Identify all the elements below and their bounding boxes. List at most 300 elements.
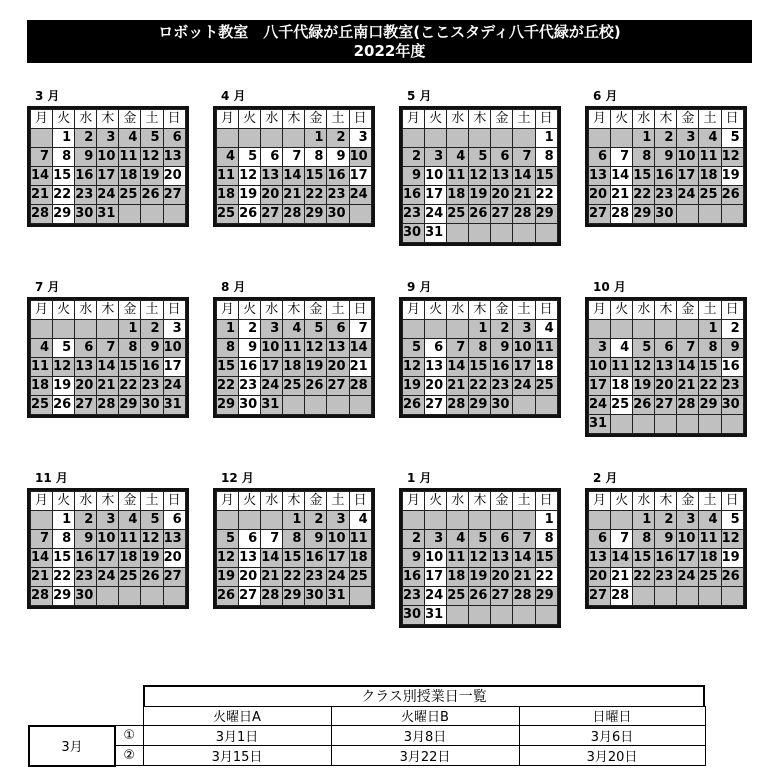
weekday-header: 月 xyxy=(589,492,611,511)
month-label: 7 月 xyxy=(35,280,60,294)
day-cell: 22 xyxy=(53,186,75,205)
day-cell: 6 xyxy=(655,339,677,358)
weekday-header: 金 xyxy=(677,301,699,320)
day-cell xyxy=(677,320,699,339)
day-cell: 2 xyxy=(305,511,327,530)
day-cell: 29 xyxy=(53,587,75,606)
day-cell: 15 xyxy=(217,358,239,377)
day-cell: 10 xyxy=(677,148,699,167)
weekday-header: 日 xyxy=(535,110,557,129)
day-cell: 1 xyxy=(119,320,141,339)
day-cell: 28 xyxy=(283,205,305,224)
day-cell: 3 xyxy=(677,129,699,148)
day-cell: 28 xyxy=(513,587,535,606)
weekday-header: 金 xyxy=(491,492,513,511)
day-cell: 26 xyxy=(239,205,261,224)
day-cell: 29 xyxy=(633,205,655,224)
day-cell: 8 xyxy=(217,339,239,358)
weekday-header: 日 xyxy=(535,301,557,320)
day-cell: 4 xyxy=(217,148,239,167)
day-cell: 27 xyxy=(163,568,185,587)
day-cell: 26 xyxy=(633,396,655,415)
day-cell xyxy=(633,415,655,434)
weekday-header: 木 xyxy=(655,492,677,511)
day-cell: 16 xyxy=(75,167,97,186)
weekday-header: 火 xyxy=(239,492,261,511)
day-cell: 13 xyxy=(589,167,611,186)
weekday-header: 月 xyxy=(403,301,425,320)
class-cell: 3月1日 xyxy=(143,726,331,746)
day-cell: 20 xyxy=(261,186,283,205)
day-cell: 17 xyxy=(97,167,119,186)
day-cell xyxy=(633,587,655,606)
day-cell: 25 xyxy=(217,205,239,224)
weekday-header: 木 xyxy=(469,492,491,511)
day-cell: 16 xyxy=(721,358,743,377)
day-cell: 30 xyxy=(403,224,425,243)
day-cell: 25 xyxy=(447,587,469,606)
day-cell: 30 xyxy=(75,587,97,606)
weekday-header: 金 xyxy=(305,492,327,511)
day-cell: 14 xyxy=(31,167,53,186)
day-cell: 7 xyxy=(611,530,633,549)
day-cell xyxy=(589,511,611,530)
day-cell: 8 xyxy=(535,148,557,167)
day-cell: 22 xyxy=(535,186,557,205)
day-cell: 5 xyxy=(53,339,75,358)
class-header-tue-a: 火曜日A xyxy=(143,706,331,726)
weekday-header: 土 xyxy=(513,110,535,129)
day-cell: 30 xyxy=(403,606,425,625)
day-cell: 26 xyxy=(721,186,743,205)
day-cell: 29 xyxy=(217,396,239,415)
class-table-caption: クラス別授業日一覧 xyxy=(143,685,705,707)
class-header-sun: 日曜日 xyxy=(519,706,705,726)
day-cell: 11 xyxy=(31,358,53,377)
day-cell: 17 xyxy=(677,549,699,568)
day-cell: 11 xyxy=(119,148,141,167)
day-cell: 17 xyxy=(97,549,119,568)
day-cell: 19 xyxy=(721,549,743,568)
day-cell: 23 xyxy=(141,377,163,396)
weekday-header: 日 xyxy=(163,492,185,511)
day-cell: 15 xyxy=(53,549,75,568)
day-cell: 21 xyxy=(283,186,305,205)
day-cell: 13 xyxy=(327,339,349,358)
day-cell xyxy=(261,511,283,530)
weekday-header: 火 xyxy=(239,110,261,129)
day-cell: 16 xyxy=(75,549,97,568)
day-cell: 3 xyxy=(425,530,447,549)
day-cell: 28 xyxy=(513,205,535,224)
day-cell: 21 xyxy=(97,377,119,396)
day-cell xyxy=(283,396,305,415)
day-cell: 12 xyxy=(721,530,743,549)
day-cell: 9 xyxy=(655,148,677,167)
day-cell: 14 xyxy=(513,549,535,568)
day-cell: 6 xyxy=(589,530,611,549)
day-cell: 27 xyxy=(75,396,97,415)
day-cell: 24 xyxy=(677,568,699,587)
day-cell: 30 xyxy=(141,396,163,415)
weekday-header: 土 xyxy=(699,492,721,511)
day-cell: 7 xyxy=(31,530,53,549)
day-cell: 13 xyxy=(491,167,513,186)
day-cell: 31 xyxy=(425,606,447,625)
day-cell xyxy=(589,129,611,148)
day-cell: 12 xyxy=(141,148,163,167)
day-cell: 7 xyxy=(513,530,535,549)
weekday-header: 土 xyxy=(141,492,163,511)
day-cell: 16 xyxy=(239,358,261,377)
day-cell: 6 xyxy=(491,530,513,549)
day-cell xyxy=(699,205,721,224)
day-cell xyxy=(349,587,371,606)
day-cell xyxy=(217,129,239,148)
day-cell: 19 xyxy=(141,549,163,568)
day-cell: 31 xyxy=(97,205,119,224)
day-cell xyxy=(261,129,283,148)
day-cell: 25 xyxy=(349,568,371,587)
day-cell xyxy=(447,511,469,530)
day-cell xyxy=(469,129,491,148)
weekday-header: 土 xyxy=(513,301,535,320)
day-cell: 5 xyxy=(141,511,163,530)
day-cell: 16 xyxy=(655,549,677,568)
day-cell: 28 xyxy=(31,205,53,224)
day-cell: 26 xyxy=(53,396,75,415)
weekday-header: 水 xyxy=(447,492,469,511)
day-cell: 24 xyxy=(349,186,371,205)
day-cell: 7 xyxy=(31,148,53,167)
day-cell: 1 xyxy=(53,129,75,148)
day-cell: 31 xyxy=(163,396,185,415)
day-cell: 19 xyxy=(469,186,491,205)
day-cell: 11 xyxy=(447,167,469,186)
day-cell xyxy=(611,511,633,530)
day-cell: 5 xyxy=(239,148,261,167)
day-cell: 10 xyxy=(97,530,119,549)
day-cell: 18 xyxy=(283,358,305,377)
day-cell: 1 xyxy=(535,129,557,148)
weekday-header: 日 xyxy=(721,301,743,320)
day-cell: 29 xyxy=(305,205,327,224)
day-cell: 23 xyxy=(239,377,261,396)
day-cell: 5 xyxy=(217,530,239,549)
day-cell: 2 xyxy=(721,320,743,339)
day-cell: 17 xyxy=(163,358,185,377)
day-cell: 26 xyxy=(469,205,491,224)
weekday-header: 火 xyxy=(53,492,75,511)
day-cell: 16 xyxy=(655,167,677,186)
day-cell xyxy=(513,129,535,148)
day-cell: 25 xyxy=(447,205,469,224)
weekday-header: 水 xyxy=(261,492,283,511)
day-cell: 4 xyxy=(119,511,141,530)
weekday-header: 火 xyxy=(53,301,75,320)
weekday-header: 月 xyxy=(31,301,53,320)
day-cell: 15 xyxy=(469,358,491,377)
day-cell: 6 xyxy=(261,148,283,167)
day-cell xyxy=(611,320,633,339)
month-label: 9 月 xyxy=(407,280,432,294)
day-cell: 31 xyxy=(327,587,349,606)
day-cell: 12 xyxy=(305,339,327,358)
day-cell: 26 xyxy=(721,568,743,587)
weekday-header: 水 xyxy=(633,301,655,320)
day-cell xyxy=(141,205,163,224)
day-cell: 1 xyxy=(305,129,327,148)
day-cell: 20 xyxy=(655,377,677,396)
day-cell: 22 xyxy=(633,568,655,587)
day-cell: 23 xyxy=(655,568,677,587)
day-cell: 15 xyxy=(535,549,557,568)
day-cell xyxy=(699,587,721,606)
day-cell xyxy=(31,320,53,339)
day-cell: 18 xyxy=(699,549,721,568)
day-cell: 25 xyxy=(699,186,721,205)
day-cell: 29 xyxy=(535,587,557,606)
day-cell: 15 xyxy=(283,549,305,568)
day-cell xyxy=(447,606,469,625)
day-cell: 11 xyxy=(283,339,305,358)
weekday-header: 土 xyxy=(327,301,349,320)
day-cell: 18 xyxy=(699,167,721,186)
day-cell: 4 xyxy=(349,511,371,530)
day-cell: 6 xyxy=(425,339,447,358)
day-cell: 31 xyxy=(425,224,447,243)
day-cell: 17 xyxy=(425,568,447,587)
day-cell: 20 xyxy=(491,186,513,205)
day-cell xyxy=(535,606,557,625)
day-cell xyxy=(469,606,491,625)
day-cell: 24 xyxy=(261,377,283,396)
weekday-header: 月 xyxy=(403,110,425,129)
day-cell: 6 xyxy=(491,148,513,167)
day-cell: 10 xyxy=(513,339,535,358)
day-cell: 4 xyxy=(119,129,141,148)
day-cell: 1 xyxy=(469,320,491,339)
day-cell: 20 xyxy=(491,568,513,587)
day-cell: 20 xyxy=(239,568,261,587)
day-cell: 24 xyxy=(327,568,349,587)
day-cell: 24 xyxy=(677,186,699,205)
class-cell: 3月20日 xyxy=(519,746,705,766)
day-cell xyxy=(425,320,447,339)
day-cell: 13 xyxy=(261,167,283,186)
day-cell: 27 xyxy=(589,587,611,606)
day-cell: 27 xyxy=(589,205,611,224)
day-cell: 30 xyxy=(655,205,677,224)
day-cell: 2 xyxy=(655,129,677,148)
day-cell: 24 xyxy=(425,587,447,606)
day-cell: 29 xyxy=(699,396,721,415)
day-cell: 2 xyxy=(75,129,97,148)
day-cell: 18 xyxy=(31,377,53,396)
day-cell: 13 xyxy=(655,358,677,377)
day-cell: 1 xyxy=(53,511,75,530)
day-cell xyxy=(721,205,743,224)
day-cell xyxy=(119,587,141,606)
day-cell: 4 xyxy=(699,511,721,530)
month-label: 12 月 xyxy=(221,471,254,485)
class-cell: 3月6日 xyxy=(519,726,705,746)
weekday-header: 水 xyxy=(75,110,97,129)
day-cell: 16 xyxy=(141,358,163,377)
day-cell: 28 xyxy=(31,587,53,606)
day-cell: 11 xyxy=(447,549,469,568)
day-cell xyxy=(31,129,53,148)
day-cell: 11 xyxy=(611,358,633,377)
day-cell: 12 xyxy=(469,167,491,186)
weekday-header: 日 xyxy=(721,492,743,511)
day-cell: 1 xyxy=(633,129,655,148)
day-cell: 9 xyxy=(403,167,425,186)
day-cell xyxy=(403,129,425,148)
day-cell: 14 xyxy=(611,549,633,568)
day-cell: 8 xyxy=(305,148,327,167)
month-label: 6 月 xyxy=(593,89,618,103)
day-cell: 8 xyxy=(469,339,491,358)
day-cell: 17 xyxy=(589,377,611,396)
title-line2: 2022年度 xyxy=(353,42,426,60)
day-cell xyxy=(163,587,185,606)
day-cell: 6 xyxy=(327,320,349,339)
day-cell: 27 xyxy=(491,587,513,606)
day-cell: 7 xyxy=(611,148,633,167)
day-cell: 9 xyxy=(403,549,425,568)
day-cell: 15 xyxy=(119,358,141,377)
day-cell: 27 xyxy=(425,396,447,415)
day-cell: 5 xyxy=(305,320,327,339)
day-cell: 9 xyxy=(75,530,97,549)
weekday-header: 木 xyxy=(283,110,305,129)
day-cell xyxy=(677,415,699,434)
day-cell: 10 xyxy=(425,549,447,568)
day-cell: 10 xyxy=(327,530,349,549)
day-cell: 7 xyxy=(97,339,119,358)
day-cell: 3 xyxy=(425,148,447,167)
weekday-header: 日 xyxy=(163,301,185,320)
month-label: 2 月 xyxy=(593,471,618,485)
day-cell: 28 xyxy=(349,377,371,396)
day-cell: 12 xyxy=(469,549,491,568)
day-cell xyxy=(283,129,305,148)
day-cell: 30 xyxy=(327,205,349,224)
day-cell: 26 xyxy=(217,587,239,606)
weekday-header: 水 xyxy=(633,492,655,511)
weekday-header: 木 xyxy=(97,110,119,129)
day-cell: 3 xyxy=(513,320,535,339)
day-cell: 23 xyxy=(305,568,327,587)
day-cell: 18 xyxy=(349,549,371,568)
weekday-header: 月 xyxy=(31,110,53,129)
day-cell: 24 xyxy=(97,568,119,587)
day-cell: 15 xyxy=(305,167,327,186)
day-cell: 22 xyxy=(119,377,141,396)
day-cell: 25 xyxy=(283,377,305,396)
weekday-header: 土 xyxy=(699,110,721,129)
day-cell: 7 xyxy=(513,148,535,167)
day-cell: 1 xyxy=(217,320,239,339)
day-cell: 10 xyxy=(163,339,185,358)
day-cell xyxy=(141,587,163,606)
day-cell: 9 xyxy=(141,339,163,358)
day-cell: 5 xyxy=(469,530,491,549)
day-cell xyxy=(403,320,425,339)
day-cell: 3 xyxy=(589,339,611,358)
day-cell xyxy=(349,205,371,224)
class-cell: 3月22日 xyxy=(331,746,519,766)
day-cell: 5 xyxy=(721,129,743,148)
day-cell: 30 xyxy=(239,396,261,415)
day-cell xyxy=(513,396,535,415)
day-cell xyxy=(633,320,655,339)
day-cell: 20 xyxy=(589,568,611,587)
day-cell: 6 xyxy=(239,530,261,549)
weekday-header: 火 xyxy=(425,110,447,129)
day-cell: 26 xyxy=(141,568,163,587)
day-cell: 15 xyxy=(699,358,721,377)
day-cell: 22 xyxy=(633,186,655,205)
day-cell: 31 xyxy=(589,415,611,434)
day-cell xyxy=(239,511,261,530)
day-cell: 19 xyxy=(469,568,491,587)
day-cell: 29 xyxy=(283,587,305,606)
day-cell xyxy=(305,396,327,415)
day-cell xyxy=(655,587,677,606)
day-cell: 17 xyxy=(513,358,535,377)
day-cell: 30 xyxy=(721,396,743,415)
day-cell: 23 xyxy=(403,205,425,224)
day-cell: 1 xyxy=(535,511,557,530)
day-cell: 21 xyxy=(513,186,535,205)
day-cell xyxy=(217,511,239,530)
day-cell: 27 xyxy=(261,205,283,224)
day-cell: 2 xyxy=(327,129,349,148)
day-cell xyxy=(589,320,611,339)
day-cell: 4 xyxy=(447,148,469,167)
day-cell: 14 xyxy=(261,549,283,568)
day-cell: 10 xyxy=(261,339,283,358)
day-cell: 11 xyxy=(535,339,557,358)
weekday-header: 水 xyxy=(75,492,97,511)
weekday-header: 土 xyxy=(141,110,163,129)
day-cell: 7 xyxy=(677,339,699,358)
day-cell: 4 xyxy=(447,530,469,549)
weekday-header: 水 xyxy=(633,110,655,129)
day-cell: 29 xyxy=(119,396,141,415)
day-cell: 8 xyxy=(699,339,721,358)
day-cell: 21 xyxy=(261,568,283,587)
day-cell: 8 xyxy=(633,148,655,167)
weekday-header: 木 xyxy=(97,301,119,320)
day-cell: 13 xyxy=(425,358,447,377)
day-cell: 19 xyxy=(305,358,327,377)
day-cell: 14 xyxy=(677,358,699,377)
day-cell xyxy=(491,511,513,530)
day-cell: 4 xyxy=(699,129,721,148)
day-cell xyxy=(447,320,469,339)
day-cell: 2 xyxy=(403,148,425,167)
day-cell: 19 xyxy=(633,377,655,396)
day-cell: 10 xyxy=(425,167,447,186)
weekday-header: 水 xyxy=(75,301,97,320)
day-cell xyxy=(327,396,349,415)
day-cell: 22 xyxy=(217,377,239,396)
weekday-header: 水 xyxy=(261,301,283,320)
day-cell: 18 xyxy=(119,167,141,186)
